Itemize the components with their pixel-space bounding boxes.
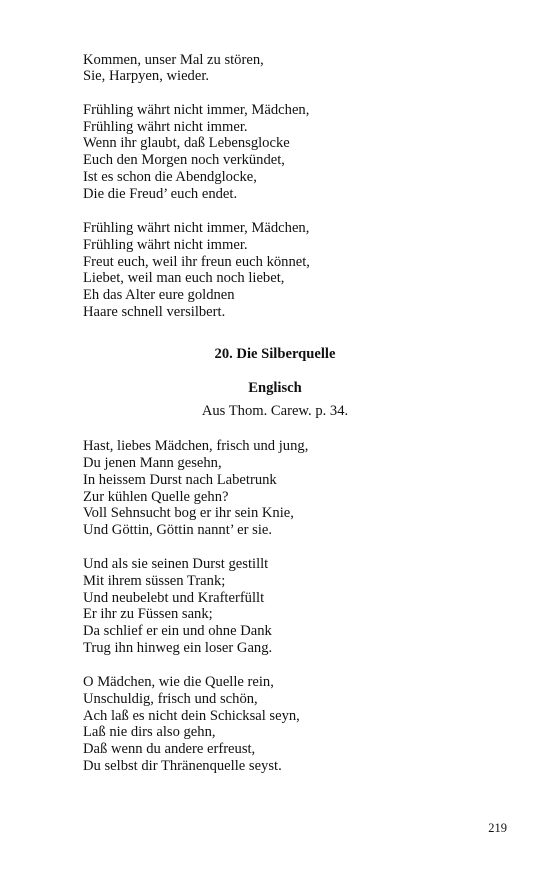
verse-line: Da schlief er ein und ohne Dank: [83, 623, 272, 639]
verse-line: Mit ihrem süssen Trank;: [83, 573, 226, 589]
verse-line: Sie, Harpyen, wieder.: [83, 68, 210, 84]
verse-line: Frühling währt nicht immer, Mädchen,: [83, 220, 310, 236]
verse-line: In heissem Durst nach Labetrunk: [83, 472, 277, 488]
verse-line: Und als sie seinen Durst gestillt: [83, 556, 269, 572]
verse-line: Laß nie dirs also gehn,: [83, 724, 216, 740]
verse-line: Trug ihn hinweg ein loser Gang.: [83, 640, 273, 656]
verse-line: Wenn ihr glaubt, daß Lebensglocke: [83, 135, 290, 151]
poem-title: 20. Die Silberquelle: [214, 346, 336, 362]
verse-line: Du selbst dir Thränenquelle seyst.: [83, 758, 282, 774]
verse-line: Liebet, weil man euch noch liebet,: [83, 270, 285, 286]
verse-line: Und Göttin, Göttin nannt’ er sie.: [83, 522, 273, 538]
verse-line: Eh das Alter eure goldnen: [83, 287, 235, 303]
verse-line: Hast, liebes Mädchen, frisch und jung,: [83, 438, 309, 454]
verse-line: Frühling währt nicht immer.: [83, 119, 248, 135]
verse-line: Du jenen Mann gesehn,: [83, 455, 222, 471]
verse-line: Und neubelebt und Krafterfüllt: [83, 590, 265, 606]
verse-line: Ist es schon die Abendglocke,: [83, 169, 257, 185]
verse-line: Freut euch, weil ihr freun euch könnet,: [83, 254, 310, 270]
verse-line: Daß wenn du andere erfreust,: [83, 741, 256, 757]
verse-line: Die die Freud’ euch endet.: [83, 186, 238, 202]
verse-line: Frühling währt nicht immer, Mädchen,: [83, 102, 310, 118]
verse-line: O Mädchen, wie die Quelle rein,: [83, 674, 274, 690]
page-number: 219: [488, 821, 507, 835]
verse-line: Unschuldig, frisch und schön,: [83, 691, 258, 707]
verse-line: Voll Sehnsucht bog er ihr sein Knie,: [83, 505, 294, 521]
poem-language: Englisch: [248, 380, 302, 396]
poem-source: Aus Thom. Carew. p. 34.: [201, 403, 349, 419]
verse-line: Euch den Morgen noch verkündet,: [83, 152, 285, 168]
verse-line: Frühling währt nicht immer.: [83, 237, 248, 253]
verse-line: Zur kühlen Quelle gehn?: [83, 489, 229, 505]
verse-line: Haare schnell versilbert.: [83, 304, 226, 320]
verse-line: Ach laß es nicht dein Schicksal seyn,: [83, 708, 300, 724]
verse-line: Kommen, unser Mal zu stören,: [83, 52, 264, 68]
verse-line: Er ihr zu Füssen sank;: [83, 606, 213, 622]
